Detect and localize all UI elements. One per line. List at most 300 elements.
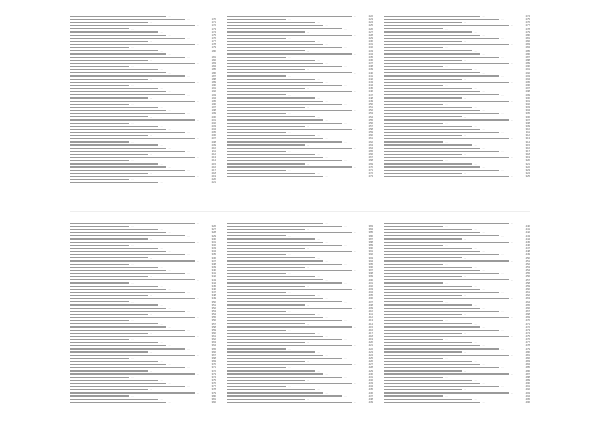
index-entry-text: … (70, 175, 204, 178)
index-entry-text: … (227, 106, 361, 109)
index-entry-text: … (227, 253, 361, 256)
index-entry-text: … (70, 181, 204, 184)
index-entry-text: … (227, 373, 361, 376)
index-entry-text: … (70, 379, 204, 382)
index-entry-page: 234 (368, 52, 373, 56)
index-entry-text: … (70, 56, 204, 59)
index-entry-text: … (70, 65, 204, 68)
index-entry-text: … (70, 94, 204, 97)
index-entry-page: 316 (525, 146, 530, 150)
index-entry-text: … (70, 225, 204, 228)
index-entry-page: 265 (368, 150, 373, 154)
index-entry-page: 253 (368, 112, 373, 116)
index-entry-page: 455 (525, 272, 530, 276)
index-entry-page: 351 (211, 303, 216, 307)
index-entry-text: … (70, 307, 204, 310)
index-entry-text: … (227, 288, 361, 291)
index-entry-text: … (384, 122, 518, 125)
index-entry-page: 391 (368, 250, 373, 254)
index-entry-text: … (227, 28, 361, 31)
index-entry-page: 226 (368, 27, 373, 31)
index-entry-page: 211 (211, 150, 216, 154)
index-entry-page: 471 (525, 322, 530, 326)
index-entry-text: … (70, 354, 204, 357)
index-entry-page: 260 (368, 134, 373, 138)
index-entry-text: … (227, 316, 361, 319)
index-entry-text: … (384, 59, 518, 62)
index-entry-text: … (227, 150, 361, 153)
index-entry-page: 466 (525, 306, 530, 310)
index-entry-text: … (227, 366, 361, 369)
index-entry-text: … (227, 244, 361, 247)
index-entry-text: … (70, 72, 204, 75)
index-entry-page: 195 (211, 99, 216, 103)
index-entry-text: … (227, 332, 361, 335)
index-entry-text: … (227, 291, 361, 294)
index-entry-page: 373 (211, 372, 216, 376)
index-entry-page: 459 (525, 284, 530, 288)
index-entry-page: 297 (525, 87, 530, 91)
index-entry-page: 408 (368, 303, 373, 307)
index-entry-text: … (384, 376, 518, 379)
index-entry-text: … (70, 263, 204, 266)
index-entry-page: 239 (368, 68, 373, 72)
index-entry-page: 198 (211, 109, 216, 113)
index-entry-text: … (70, 323, 204, 326)
index-entry-page: 296 (525, 84, 530, 88)
index-entry-page: 331 (211, 240, 216, 244)
index-entry-page: 398 (368, 272, 373, 276)
index-entry-page: 346 (211, 287, 216, 291)
index-entry-text: … (70, 112, 204, 115)
index-entry-page: 361 (211, 335, 216, 339)
index-entry-text: … (70, 247, 204, 250)
index-entry (70, 401, 216, 404)
index-entry-page: 397 (368, 269, 373, 273)
index-entry-text: … (70, 144, 204, 147)
index-entry-text: … (384, 62, 518, 65)
index-entry-text: … (70, 360, 204, 363)
index-entry-text: … (70, 78, 204, 81)
index-entry-text: … (227, 159, 361, 162)
index-entry-text: … (384, 31, 518, 34)
index-entry-text: … (384, 94, 518, 97)
index-entry-page: 462 (525, 294, 530, 298)
index-entry-page: 334 (211, 250, 216, 254)
index-entry-text: … (227, 260, 361, 263)
index-entry-page: 352 (211, 306, 216, 310)
index-entry-page: 443 (525, 234, 530, 238)
index-entry-page: 463 (525, 297, 530, 301)
index-entry-page: 218 (211, 172, 216, 176)
index-entry-text: … (70, 297, 204, 300)
index-entry-page: 339 (211, 265, 216, 269)
index-entry-text: … (384, 288, 518, 291)
index-entry-page: 182 (211, 58, 216, 62)
index-entry-page: 322 (525, 165, 530, 169)
index-column-top-middle (227, 15, 373, 178)
index-entry-text: … (227, 72, 361, 75)
index-entry-page: 444 (525, 237, 530, 241)
index-entry-text: … (70, 401, 204, 404)
index-entry-text: … (227, 335, 361, 338)
index-entry-text: … (227, 46, 361, 49)
index-entry-page: 318 (525, 153, 530, 157)
index-entry-text: … (70, 376, 204, 379)
index-entry-text: … (227, 34, 361, 37)
index-entry-text: … (70, 50, 204, 53)
index-entry-page: 451 (525, 259, 530, 263)
index-entry-text: … (227, 326, 361, 329)
index-entry-text: … (70, 62, 204, 65)
index-entry-text: … (227, 141, 361, 144)
index-entry-text: … (227, 344, 361, 347)
index-entry-page: 202 (211, 121, 216, 125)
index-entry-page: 366 (211, 350, 216, 354)
index-entry-text: … (384, 313, 518, 316)
index-entry-page: 427 (368, 363, 373, 367)
index-entry-page: 264 (368, 146, 373, 150)
index-entry-text: … (227, 156, 361, 159)
index-entry-text: … (227, 294, 361, 297)
index-entry-text: … (70, 294, 204, 297)
index-entry-text: … (70, 68, 204, 71)
index-entry-page: 421 (368, 344, 373, 348)
index-entry-page: 396 (368, 265, 373, 269)
index-entry-text: … (227, 137, 361, 140)
index-entry-page: 187 (211, 74, 216, 78)
index-entry-page: 350 (211, 300, 216, 304)
index-entry-text: … (384, 272, 518, 275)
index-entry-text: … (227, 166, 361, 169)
index-entry-text: … (227, 313, 361, 316)
index-entry-page: 385 (368, 231, 373, 235)
index-entry-page: 305 (525, 112, 530, 116)
index-entry-page: 279 (525, 30, 530, 34)
index-entry-text: … (70, 357, 204, 360)
index-entry-text: … (384, 332, 518, 335)
index-entry-text: … (70, 169, 204, 172)
index-entry-page: 493 (525, 391, 530, 395)
index-entry-text: … (384, 231, 518, 234)
index-entry-page: 418 (368, 335, 373, 339)
index-entry-text: … (384, 398, 518, 401)
index-entry-page: 415 (368, 325, 373, 329)
index-entry-text: … (384, 116, 518, 119)
index-entry-page: 343 (211, 278, 216, 282)
index-entry-page: 208 (211, 140, 216, 144)
index-entry-page: 353 (211, 309, 216, 313)
index-entry-page: 395 (368, 262, 373, 266)
index-entry-text: … (227, 301, 361, 304)
index-column-top-right (384, 15, 530, 178)
index-entry-text: … (70, 348, 204, 351)
index-entry-text: … (384, 354, 518, 357)
index-entry-text: … (384, 297, 518, 300)
index-entry-page: 248 (368, 96, 373, 100)
index-entry-page: 277 (525, 24, 530, 28)
index-entry-page: 326 (211, 225, 216, 229)
index-entry-text: … (384, 43, 518, 46)
index-entry-text: … (384, 357, 518, 360)
index-entry-text: … (227, 370, 361, 373)
index-entry-page: 386 (368, 234, 373, 238)
index-entry-page: 468 (525, 313, 530, 317)
index-entry-text: … (384, 21, 518, 24)
index-entry-page: 301 (525, 99, 530, 103)
index-entry-page: 247 (368, 93, 373, 97)
index-entry-text: … (384, 388, 518, 391)
index-entry-text: … (70, 231, 204, 234)
index-entry-page: 426 (368, 360, 373, 364)
index-entry-page: 230 (368, 40, 373, 44)
index-entry-text: … (384, 40, 518, 43)
index-entry-text: … (70, 222, 204, 225)
index-entry-text: … (70, 392, 204, 395)
index-entry-text: … (70, 21, 204, 24)
index-entry-page: 362 (211, 338, 216, 342)
index-entry-page: 325 (525, 175, 530, 179)
index-entry-text: … (227, 225, 361, 228)
index-entry-text: … (227, 94, 361, 97)
index-entry-text: … (70, 128, 204, 131)
index-entry-page: 400 (368, 278, 373, 282)
index-entry-page: 412 (368, 316, 373, 320)
index-entry-text: … (70, 166, 204, 169)
index-entry-text: … (70, 260, 204, 263)
index-entry-text: … (70, 326, 204, 329)
index-entry-page: 281 (525, 36, 530, 40)
index-entry (227, 175, 373, 178)
index-entry-text: … (227, 15, 361, 18)
index-entry-page: 452 (525, 262, 530, 266)
index-entry-page: 382 (211, 401, 216, 405)
index-entry-page: 199 (211, 112, 216, 116)
index-entry-page: 252 (368, 109, 373, 113)
index-entry-text: … (384, 72, 518, 75)
index-entry-page: 306 (525, 115, 530, 119)
index-entry-text: … (227, 282, 361, 285)
index-entry-page: 388 (368, 240, 373, 244)
index-entry-page: 496 (525, 401, 530, 405)
index-entry-page: 191 (211, 87, 216, 91)
index-entry-text: … (70, 250, 204, 253)
index-entry-page: 479 (525, 347, 530, 351)
index-entry-page: 209 (211, 143, 216, 147)
index-entry-text: … (227, 97, 361, 100)
index-entry-text: … (227, 103, 361, 106)
index-entry-page: 194 (211, 96, 216, 100)
index-entry-text: … (70, 291, 204, 294)
index-entry-page: 480 (525, 350, 530, 354)
index-entry-page: 340 (211, 269, 216, 273)
index-entry-text: … (384, 141, 518, 144)
index-entry-page: 435 (368, 388, 373, 392)
index-entry-text: … (384, 250, 518, 253)
index-entry-page: 223 (368, 18, 373, 22)
index-entry-page: 472 (525, 325, 530, 329)
index-entry-text: … (227, 228, 361, 231)
index-entry-text: … (70, 100, 204, 103)
index-entry-page: 485 (525, 366, 530, 370)
index-entry-text: … (384, 125, 518, 128)
index-entry-page: 357 (211, 322, 216, 326)
index-entry-text: … (227, 304, 361, 307)
index-entry-page: 338 (211, 262, 216, 266)
index-entry-page: 456 (525, 275, 530, 279)
index-entry-page: 407 (368, 300, 373, 304)
index-entry-text: … (384, 75, 518, 78)
index-entry-text: … (384, 316, 518, 319)
index-entry-text: … (227, 285, 361, 288)
index-entry-text: … (384, 382, 518, 385)
index-entry-text: … (70, 156, 204, 159)
index-entry-text: … (227, 357, 361, 360)
index-entry-text: … (70, 279, 204, 282)
index-entry-page: 170 (211, 18, 216, 22)
index-entry-page: 399 (368, 275, 373, 279)
index-entry-text: … (227, 257, 361, 260)
index-entry-text: … (384, 90, 518, 93)
index-entry-page: 181 (211, 55, 216, 59)
index-entry-text: … (70, 59, 204, 62)
index-entry-text: … (70, 34, 204, 37)
index-entry-page: 374 (211, 375, 216, 379)
index-entry-page: 379 (211, 391, 216, 395)
index-entry-page: 249 (368, 99, 373, 103)
index-entry-page: 354 (211, 313, 216, 317)
index-entry-text: … (227, 112, 361, 115)
index-entry-text: … (227, 235, 361, 238)
index-entry-page: 315 (525, 143, 530, 147)
index-entry-page: 196 (211, 102, 216, 106)
index-entry-text: … (384, 28, 518, 31)
index-entry-page: 262 (368, 140, 373, 144)
index-entry-page: 394 (368, 259, 373, 263)
index-entry-text: … (227, 323, 361, 326)
index-entry-page: 490 (525, 382, 530, 386)
index-entry-page: 369 (211, 360, 216, 364)
index-entry (384, 401, 530, 404)
index-entry-page: 413 (368, 319, 373, 323)
index-entry-text: … (70, 238, 204, 241)
index-entry-page: 259 (368, 131, 373, 135)
index-entry-text: … (70, 81, 204, 84)
index-entry-page: 197 (211, 106, 216, 110)
index-entry-text: … (70, 288, 204, 291)
index-entry-page: 319 (525, 156, 530, 160)
index-entry-page: 381 (211, 397, 216, 401)
index-entry-page: 237 (368, 62, 373, 66)
index-entry-page: 215 (211, 162, 216, 166)
index-entry-text: … (70, 310, 204, 313)
index-entry-text: … (70, 269, 204, 272)
index-entry-page: 345 (211, 284, 216, 288)
index-entry-page: 186 (211, 71, 216, 75)
index-entry-page: 255 (368, 118, 373, 122)
index-entry-text: … (384, 46, 518, 49)
index-entry-text: … (70, 106, 204, 109)
index-entry-page: 289 (525, 62, 530, 66)
index-entry-page: 236 (368, 58, 373, 62)
index-entry-page: 365 (211, 347, 216, 351)
index-entry-page: 203 (211, 124, 216, 128)
index-entry-page: 309 (525, 124, 530, 128)
index-entry-text: … (227, 119, 361, 122)
index-entry-page: 183 (211, 62, 216, 66)
index-entry-text: … (227, 222, 361, 225)
index-entry-page: 242 (368, 77, 373, 81)
index-entry-text: … (384, 225, 518, 228)
index-entry-page: 424 (368, 353, 373, 357)
index-entry-page: 368 (211, 357, 216, 361)
index-entry-text: … (227, 147, 361, 150)
index-entry-text: … (384, 56, 518, 59)
index-entry-text: … (70, 131, 204, 134)
index-entry-page: 175 (211, 33, 216, 37)
index-entry-text: … (227, 266, 361, 269)
index-entry-text: … (227, 84, 361, 87)
index-entry-text: … (227, 392, 361, 395)
index-entry-page: 286 (525, 52, 530, 56)
index-entry-text: … (384, 68, 518, 71)
index-entry-text: … (384, 385, 518, 388)
index-entry-page: 320 (525, 159, 530, 163)
index-entry-page: 387 (368, 237, 373, 241)
index-entry-text: … (70, 119, 204, 122)
index-entry-page: 390 (368, 247, 373, 251)
index-entry-text: … (227, 169, 361, 172)
index-entry-text: … (384, 329, 518, 332)
index-entry-page: 204 (211, 128, 216, 132)
index-entry-page: 416 (368, 328, 373, 332)
index-entry-text: … (227, 241, 361, 244)
index-entry-page: 409 (368, 306, 373, 310)
index-entry-text: … (227, 376, 361, 379)
index-entry-page: 393 (368, 256, 373, 260)
index-entry-text: … (70, 385, 204, 388)
index-entry-page: 336 (211, 256, 216, 260)
index-entry-page: 171 (211, 21, 216, 25)
index-entry-page: 222 (368, 15, 373, 18)
index-entry-page: 356 (211, 319, 216, 323)
index-entry-text: … (384, 119, 518, 122)
index-entry-text: … (227, 59, 361, 62)
index-entry-page: 432 (368, 379, 373, 383)
index-entry-page: 258 (368, 128, 373, 132)
index-entry-page: 329 (211, 234, 216, 238)
index-entry-page: 290 (525, 65, 530, 69)
index-entry-page: 210 (211, 146, 216, 150)
index-entry-text: … (227, 131, 361, 134)
index-entry-text: … (227, 263, 361, 266)
index-entry-page: 308 (525, 121, 530, 125)
index-entry-page: 372 (211, 369, 216, 373)
index-entry-text: … (70, 163, 204, 166)
index-column-bottom-right (384, 222, 530, 404)
index-entry-text: … (227, 68, 361, 71)
index-entry-text: … (227, 319, 361, 322)
index-entry-text: … (227, 401, 361, 404)
index-entry-page: 392 (368, 253, 373, 257)
index-entry-text: … (227, 398, 361, 401)
index-entry-text: … (227, 87, 361, 90)
index-entry-page: 347 (211, 291, 216, 295)
index-entry-text: … (227, 388, 361, 391)
index-entry-page: 453 (525, 265, 530, 269)
index-entry-text: … (70, 285, 204, 288)
index-entry-text: … (384, 166, 518, 169)
